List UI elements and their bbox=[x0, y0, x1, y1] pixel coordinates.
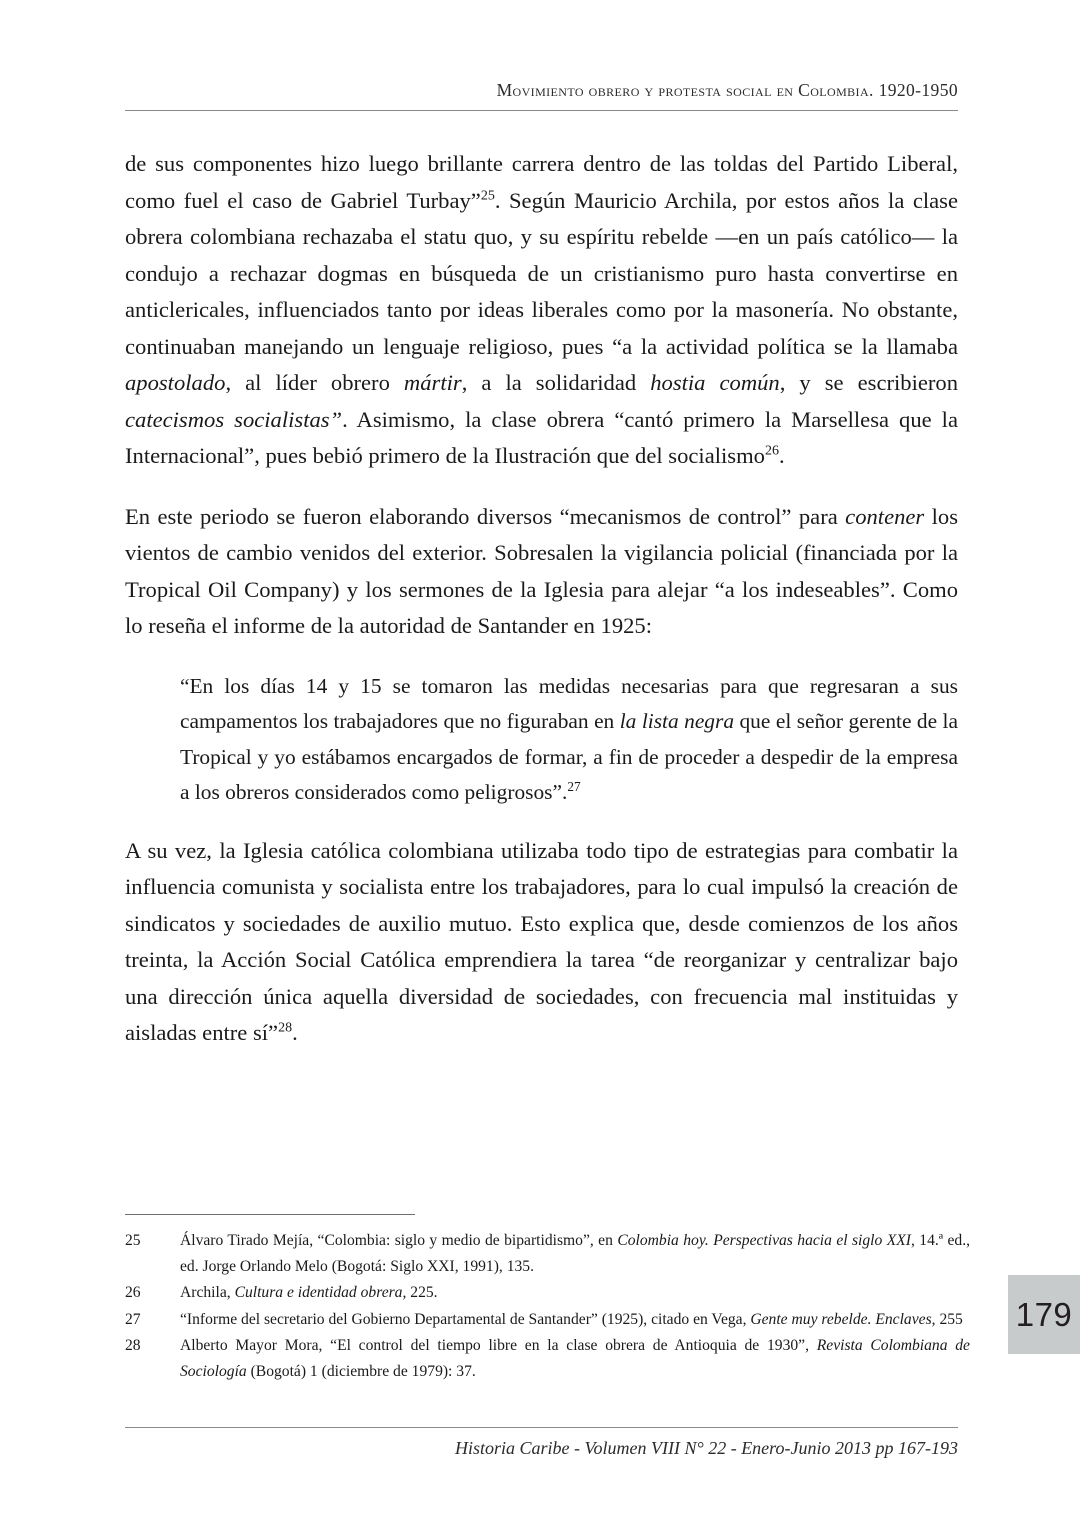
footnote-segment-2: , 14.ª ed., ed. Jorge Orlando Melo (Bogotá: Siglo XXI, 1991), 135. bbox=[180, 1232, 970, 1275]
page-number: 179 bbox=[1015, 1295, 1073, 1333]
emphasis-martir: mártir bbox=[403, 370, 462, 395]
footnote-divider bbox=[125, 1214, 415, 1215]
footnote-text bbox=[180, 1280, 970, 1306]
footnote-marker-28[interactable]: 28 bbox=[278, 1020, 293, 1036]
paragraph-1-segment-7: . bbox=[778, 443, 785, 468]
footnote-number: 26 bbox=[125, 1284, 141, 1301]
footnote-marker-27[interactable]: 27 bbox=[567, 778, 581, 794]
footnote-title-italic: Revista Colombiana de Sociología bbox=[180, 1337, 970, 1380]
header-divider bbox=[125, 110, 958, 111]
body-column bbox=[125, 146, 958, 1052]
paragraph-2-segment-1: En este periodo se fueron elaborando diversos “mecanismos de control” para bbox=[125, 503, 846, 529]
footnote-marker-25[interactable]: 25 bbox=[480, 187, 495, 203]
footnote-item bbox=[125, 1333, 970, 1384]
page-number-tab bbox=[1008, 1275, 1080, 1354]
footnote-marker-26[interactable]: 26 bbox=[764, 443, 779, 459]
footnote-segment-1: “Informe del secretario del Gobierno Departamental de Santander” (1925), citado en Vega, bbox=[180, 1310, 751, 1328]
footnote-item bbox=[125, 1280, 970, 1306]
journal-footer: Historia Caribe - Volumen VIII N° 22 - Enero-Junio 2013 pp 167-193 bbox=[455, 1438, 958, 1458]
emphasis-apostolado: apostolado bbox=[125, 370, 226, 395]
emphasis-catecismos-socialistas: catecismos socialistas” bbox=[125, 406, 343, 432]
block-quote bbox=[125, 669, 958, 811]
footnote-segment-2: 225. bbox=[406, 1284, 438, 1301]
footnote-segment-1: Álvaro Tirado Mejía, “Colombia: siglo y medio de bipartidismo”, en bbox=[180, 1232, 618, 1249]
block-quote-segment-1: “En los días 14 y 15 se tomaron las medidas necesarias para que regresaran a sus campamentos los trabajadores que no figuraban en bbox=[180, 673, 958, 733]
footnote-number: 27 bbox=[125, 1310, 141, 1328]
footnote-segment-1: Alberto Mayor Mora, “El control del tiempo libre en la clase obrera de Antioquia de 1930”, bbox=[180, 1337, 817, 1354]
emphasis-contener: contener bbox=[845, 503, 925, 529]
paragraph-1-segment-5: , y se escribieron bbox=[779, 370, 958, 395]
paragraph-1-segment-2: . Según Mauricio Archila, por estos años la clase obrera colombiana rechazaba el statu quo, y su espíritu rebelde —en un país católico— la condujo a rechazar dogmas en búsqueda de un cristianismo puro hasta convertirse en anticlericales, influenciados tanto por ideas liberales como por la masonería. No obstante, continuaban manejando un lenguaje religioso, pues “a la actividad política se la llamaba bbox=[125, 187, 959, 359]
paragraph-3-segment-1: A su vez, la Iglesia católica colombiana utilizaba todo tipo de estrategias para combatir la influencia comunista y socialista entre los trabajadores, para lo cual impulsó la creación de sindicatos y sociedades de auxilio mutuo. Esto explica que, desde comienzos de los años treinta, la Acción Social Católica emprendiera la tarea “de reorganizar y centralizar bajo una dirección única aquella diversidad de sociedades, con frecuencia mal instituidas y aisladas entre sí” bbox=[125, 837, 958, 1045]
footnote-segment-1: Archila, bbox=[180, 1284, 235, 1301]
footnote-title-italic: Cultura e identidad obrera, bbox=[234, 1284, 407, 1301]
footnote-title-italic: Colombia hoy. Perspectivas hacia el siglo XXI bbox=[617, 1232, 911, 1249]
paragraph-3-segment-2: . bbox=[292, 1020, 298, 1045]
paragraph-1-segment-4: , a la solidaridad bbox=[461, 370, 651, 395]
paragraph-2 bbox=[125, 499, 958, 645]
footnote-text bbox=[180, 1307, 970, 1333]
footnote-item bbox=[125, 1228, 970, 1279]
footnote-title-italic: Gente muy rebelde. Enclaves bbox=[750, 1310, 932, 1328]
footnote-segment-2: (Bogotá) 1 (diciembre de 1979): 37. bbox=[246, 1362, 476, 1380]
running-header: Movimiento obrero y protesta social en Colombia. 1920-1950 bbox=[496, 80, 958, 100]
footer-divider bbox=[125, 1427, 958, 1428]
footnote-text bbox=[180, 1228, 970, 1279]
footnote-item bbox=[125, 1307, 970, 1333]
paragraph-1 bbox=[125, 146, 958, 475]
footnote-text bbox=[180, 1333, 970, 1384]
emphasis-la-lista-negra: la lista negra bbox=[619, 709, 735, 733]
block-quote-segment-2: que el señor gerente de la Tropical y yo estábamos encargados de formar, a fin de proceder a despedir de la empresa a los obreros considerados como peligrosos”. bbox=[180, 709, 958, 804]
footnote-number: 25 bbox=[125, 1232, 141, 1249]
emphasis-hostia-comun: hostia común bbox=[650, 370, 780, 395]
paragraph-1-segment-1: de sus componentes hizo luego brillante carrera dentro de las toldas del Partido Liberal, como fuel el caso de Gabriel Turbay” bbox=[125, 151, 958, 213]
paragraph-1-segment-6: . Asimismo, la clase obrera “cantó primero la Marsellesa que la Internacional”, pues bebió primero de la Ilustración que del socialismo bbox=[125, 406, 958, 468]
paragraph-2-segment-2: los vientos de cambio venidos del exterior. Sobresalen la vigilancia policial (financiada por la Tropical Oil Company) y los sermones de la Iglesia para alejar “a los indeseables”. Como lo reseña el informe de la autoridad de Santander en 1925: bbox=[125, 503, 958, 638]
paragraph-3 bbox=[125, 833, 958, 1052]
footnote-segment-2: , 255 bbox=[931, 1310, 963, 1328]
footnote-number: 28 bbox=[125, 1337, 141, 1354]
paragraph-1-segment-3: , al líder obrero bbox=[225, 370, 404, 395]
footnote-list bbox=[125, 1228, 970, 1385]
